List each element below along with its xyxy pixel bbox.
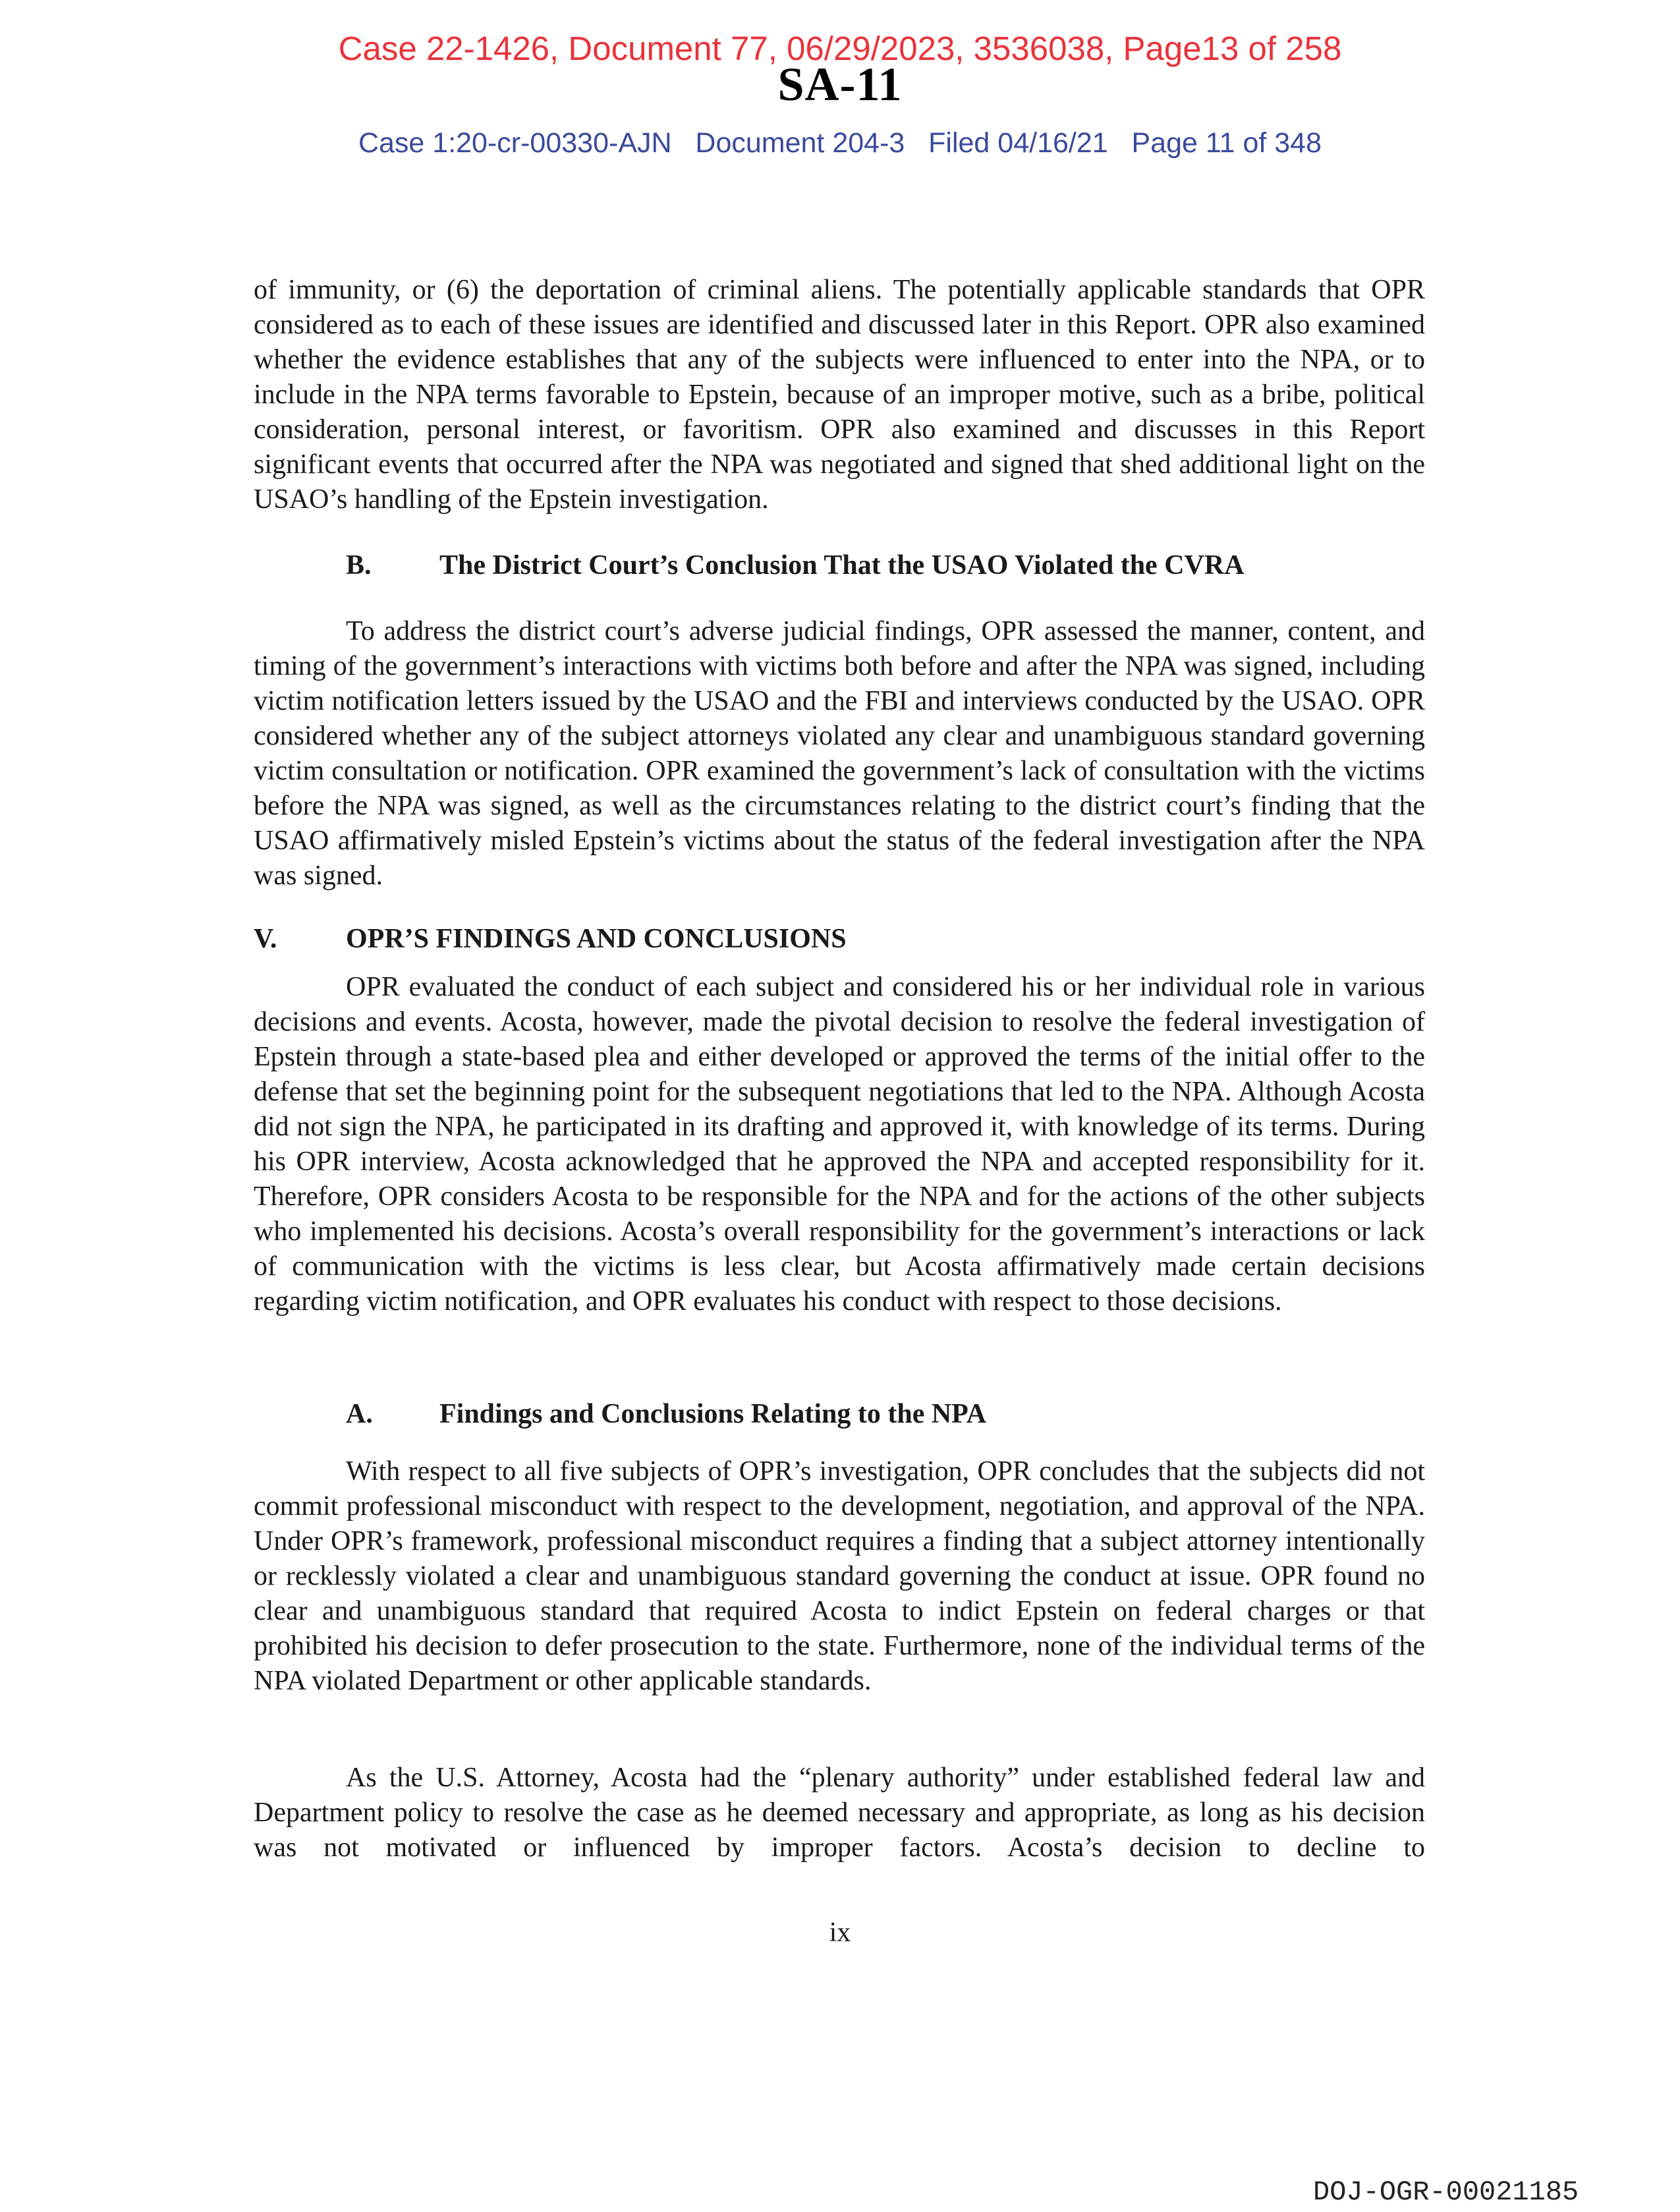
- section-a-paragraph-1: With respect to all five subjects of OPR’s investigation, OPR concludes that the subjects did not commit professional misconduct with respect to the development, negotiation, and approval of the NPA. Under OPR’s framework, professional misconduct requires a finding that a subject attorney intentionally or recklessly violated a clear and unambiguous standard governing the conduct at issue. OPR found no clear and unambiguous standard that required Acosta to indict Epstein on federal charges or that prohibited his decision to defer prosecution to the state. Furthermore, none of the individual terms of the NPA violated Department or other applicable standards.: [254, 1456, 1425, 1696]
- section-b-paragraph: To address the district court’s adverse judicial findings, OPR assessed the manner, content, and timing of the government’s interactions with victims both before and after the NPA was signed, including victim notification letters issued by the USAO and the FBI and interviews conducted by the USAO. OPR considered whether any of the subject attorneys violated any clear and unambiguous standard governing victim consultation or notification. OPR examined the government’s lack of consultation with the victims before the NPA was signed, as well as the circumstances relating to the district court’s finding that the USAO affirmatively misled Epstein’s victims about the status of the federal investigation after the NPA was signed.: [254, 616, 1425, 891]
- section-a-paragraph-2: As the U.S. Attorney, Acosta had the “plenary authority” under established federal law and Department policy to resolve the case as he deemed necessary and appropriate, as long as his decision was not motivated or influenced by improper factors. Acosta’s decision to decline to: [254, 1763, 1425, 1863]
- section-v-label: V.: [254, 924, 277, 954]
- appendix-page-label: SA-11: [777, 58, 903, 111]
- section-a-title: Findings and Conclusions Relating to the NPA: [439, 1399, 987, 1429]
- district-case-stamp: Case 1:20-cr-00330-AJN Document 204-3 Filed 04/16/21 Page 11 of 348: [358, 127, 1322, 159]
- bates-number: DOJ-OGR-00021185: [1313, 2176, 1579, 2208]
- section-a-label: A.: [346, 1399, 373, 1429]
- page-number: ix: [829, 1917, 851, 1948]
- section-v-paragraph: OPR evaluated the conduct of each subject and considered his or her individual role in various decisions and events. Acosta, however, made the pivotal decision to resolve the federal investigation of Epstein through a state-based plea and either developed or approved the terms of the initial offer to the defense that set the beginning point for the subsequent negotiations that led to the NPA. Although Acosta did not sign the NPA, he participated in its drafting and approved it, with knowledge of its terms. During his OPR interview, Acosta acknowledged that he approved the NPA and accepted responsibility for it. Therefore, OPR considers Acosta to be responsible for the NPA and for the actions of the other subjects who implemented his decisions. Acosta’s overall responsibility for the government’s interactions or lack of communication with the victims is less clear, but Acosta affirmatively made certain decisions regarding victim notification, and OPR evaluates his conduct with respect to those decisions.: [254, 972, 1425, 1317]
- intro-paragraph: of immunity, or (6) the deportation of criminal aliens. The potentially applicable standards that OPR considered as to each of these issues are identified and discussed later in this Report. OPR also examined whether the evidence establishes that any of the subjects were influenced to enter into the NPA, or to include in the NPA terms favorable to Epstein, because of an improper motive, such as a bribe, political consideration, personal interest, or favoritism. OPR also examined and discusses in this Report significant events that occurred after the NPA was negotiated and signed that shed additional light on the USAO’s handling of the Epstein investigation.: [254, 275, 1425, 515]
- section-v-title: OPR’S FINDINGS AND CONCLUSIONS: [346, 924, 847, 954]
- appellate-case-stamp: Case 22-1426, Document 77, 06/29/2023, 3536038, Page13 of 258: [338, 30, 1342, 67]
- section-b-label: B.: [346, 550, 372, 581]
- section-b-title: The District Court’s Conclusion That the USAO Violated the CVRA: [439, 550, 1245, 581]
